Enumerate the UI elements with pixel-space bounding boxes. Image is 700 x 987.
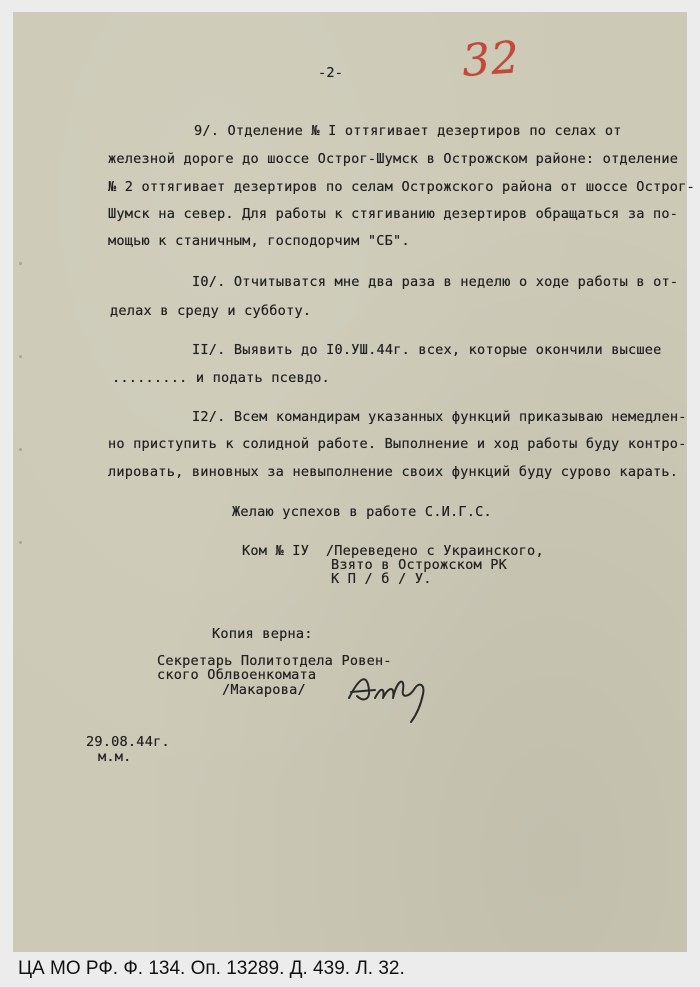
paragraph-9-line-4: Шумск на север. Для работы к стягиванию дезертиров обращаться за по- (108, 206, 679, 222)
paragraph-11-line-1: II/. Выявить до I0.УШ.44г. всех, которые окончили высшее (192, 342, 662, 358)
signature-block-line-1: Ком № IУ /Переведено с Украинского, (242, 543, 544, 559)
paragraph-12-line-1: I2/. Всем командирам указанных функций приказываю немедлен- (192, 409, 687, 425)
copy-certification: Копия верна: (212, 626, 313, 642)
paragraph-9-line-5: мощью к станичным, господорчим "СБ". (108, 233, 410, 249)
paragraph-9-line-3: № 2 оттягивает дезертиров по селам Острожского района от шоссе Острог- (108, 179, 695, 195)
archive-caption: ЦА МО РФ. Ф. 134. Оп. 13289. Д. 439. Л. 32. (18, 958, 405, 979)
paragraph-12-line-2: но приступить к солидной работе. Выполнение и ход работы буду контро- (108, 436, 687, 452)
secretary-line-2: ского Облвоенкомата (157, 667, 317, 683)
signature-block-line-3: К П / б / У. (331, 571, 432, 587)
signature-block-line-2: Взято в Острожском РК (331, 557, 508, 573)
punch-holes (19, 262, 25, 634)
handwritten-signature (345, 668, 455, 728)
paragraph-11-line-2: ......... и подать псевдо. (112, 370, 330, 386)
page-number: -2- (318, 65, 344, 81)
paragraph-10-line-2: делах в среду и субботу. (110, 303, 312, 319)
paragraph-9-line-1: 9/. Отделение № I оттягивает дезертиров по селах от (194, 123, 622, 139)
closing-line: Желаю успехов в работе С.И.Г.С. (232, 504, 492, 520)
document-date: 29.08.44г. (86, 734, 170, 750)
paragraph-10-line-1: I0/. Отчитыватся мне два раза в неделю о ходе работы в от- (192, 274, 679, 290)
secretary-line-1: Секретарь Политотдела Ровен- (157, 653, 392, 669)
typist-initials: м.м. (98, 749, 132, 765)
archive-page-stamp: 32 (460, 32, 522, 87)
paragraph-9-line-2: железной дороге до шоссе Острог-Шумск в Острожском районе: отделение (108, 151, 679, 167)
secretary-line-3: /Макарова/ (222, 682, 306, 698)
paragraph-12-line-3: лировать, виновных за невыполнение своих функций буду сурово карать. (108, 464, 679, 480)
